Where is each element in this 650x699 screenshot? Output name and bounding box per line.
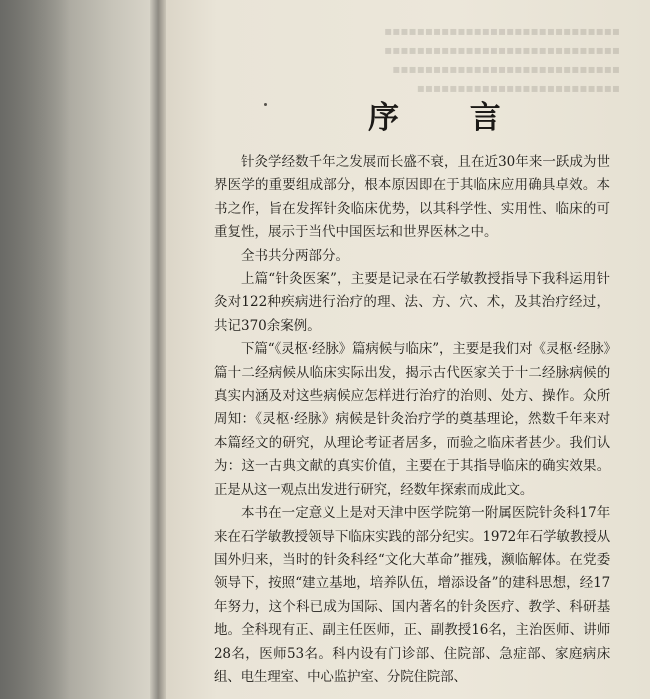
page-speck [264,103,267,106]
paragraph-3: 上篇“针灸医案”，主要是记录在石学敏教授指导下我科运用针灸对122种疾病进行治疗的理、法、方、穴、术，及其治疗经过，共记370余案例。 [214,271,610,334]
show-through-text: ▪▪▪▪▪▪▪▪▪▪▪▪▪▪▪▪▪▪▪▪▪▪▪▪▪▪▪▪▪ ▪▪▪▪▪▪▪▪▪▪▪▪▪▪▪▪▪▪▪▪▪▪▪▪▪▪▪▪▪ ▪▪▪▪▪▪▪▪▪▪▪▪▪▪▪▪▪▪▪▪▪▪▪▪▪▪▪▪ ▪▪▪▪▪▪▪▪▪▪▪▪▪▪▪▪▪▪▪▪▪▪▪▪▪ [384,24,620,95]
page-title: 序 言 [368,100,531,136]
paragraph-5: 本书在一定意义上是对天津中医学院第一附属医院针灸科17年来在石学敏教授领导下临床实践的部分纪实。1972年石学敏教授从国外归来，当时的针灸科经“文化大革命”摧残，濒临解体。在党委领导下，按照“建立基地，培养队伍，增添设备”的建科思想，经17年努力，这个科已成为国际、国内著名的针灸医疗、教学、科研基地。全科现有正、副主任医师，正、副教授16名，主治医师、讲师28名，医师53名。科内设有门诊部、住院部、急症部、家庭病床组、电生理室、中心监护室、分院住院部、 [214,505,610,685]
paragraph-2: 全书共分两部分。 [241,247,349,264]
preface-body [214,151,610,689]
book-spine-gutter [150,0,166,699]
paragraph-1: 针灸学经数千年之发展而长盛不衰，且在近30年来一跃成为世界医学的重要组成部分，根本原因即在于其临床应用确具卓效。本书之作，旨在发挥针灸临床优势，以其科学性、实用性、临床的可重复性，展示于当代中国医坛和世界医林之中。 [214,154,610,241]
paragraph-4: 下篇“《灵枢·经脉》篇病候与临床”，主要是我们对《灵枢·经脉》篇十二经病候从临床实际出发，揭示古代医家关于十二经脉病候的真实内涵及对这些病候应怎样进行治疗的治则、处方、操作。众所周知：《灵枢·经脉》病候是针灸治疗学的奠基理论，然数千年来对本篇经文的研究，从理论考证者居多，而验之临床者甚少。我们认为：这一古典文献的真实价值，主要在于其指导临床的确实效果。正是从这一观点出发进行研究，经数年探索而成此文。 [214,341,610,498]
left-page-shadow [0,0,70,699]
